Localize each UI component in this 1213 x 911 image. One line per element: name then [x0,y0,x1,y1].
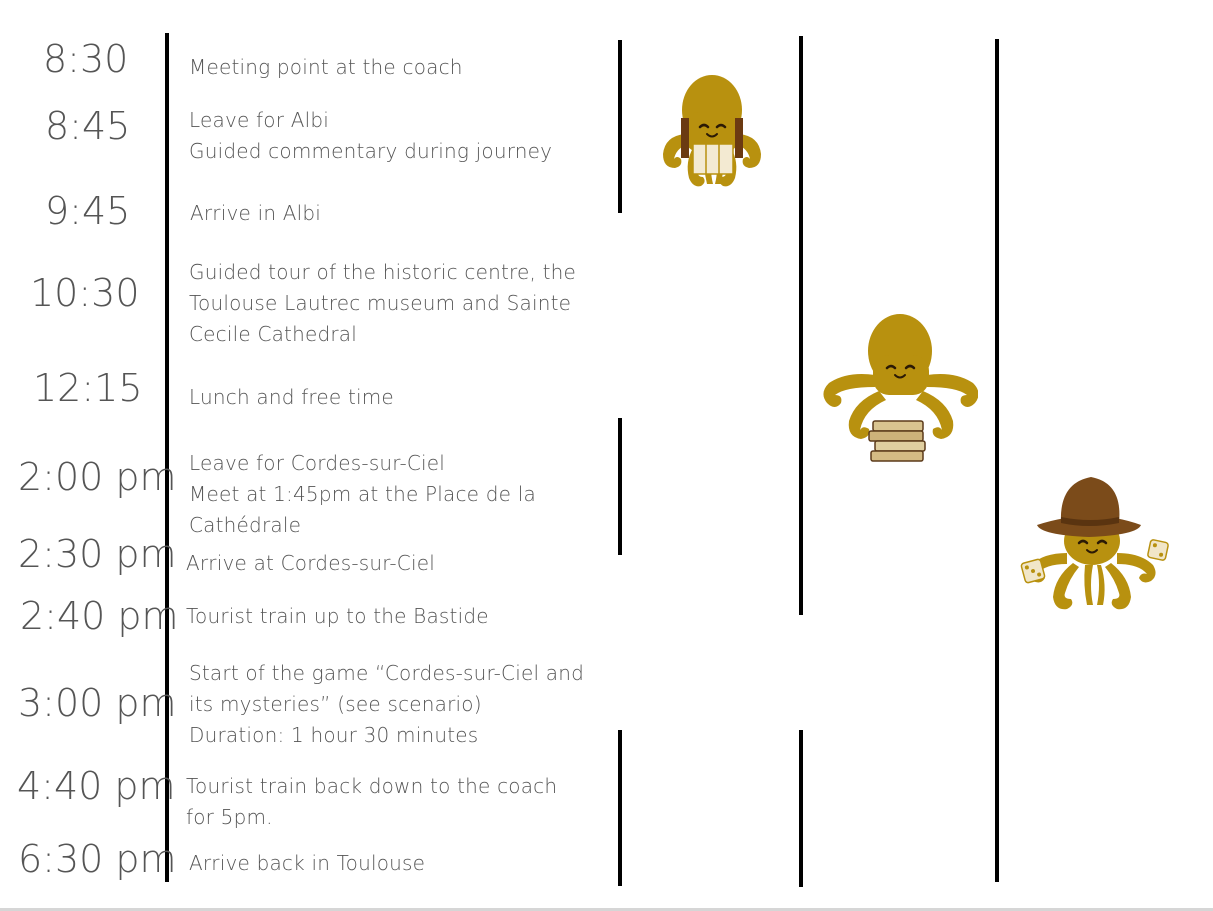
schedule-time: 12:15 [33,366,143,410]
schedule-time: 2:30 pm [18,532,177,576]
description-line: Duration: 1 hour 30 minutes [189,723,479,747]
description-line: Guided tour of the historic centre, the [189,260,577,284]
description-line: Meeting point at the coach [189,55,463,79]
schedule-description [189,105,552,167]
schedule-description [186,601,489,632]
column-rule-b-top [799,36,803,615]
schedule-description [189,658,584,751]
octopus-with-books-icon [823,313,978,471]
column-rule-a-mid [618,418,622,555]
description-line: Leave for Albi [189,108,329,132]
column-rule-b-bottom [799,730,803,887]
octopus-with-map-icon [655,72,770,194]
schedule-time: 9:45 [45,189,131,233]
schedule-time: 4:40 pm [17,764,176,808]
schedule-time: 10:30 [30,271,140,315]
schedule-description [189,257,576,350]
description-line: its mysteries” (see scenario) [189,692,482,716]
description-line: Leave for Cordes-sur-Ciel [189,451,446,475]
schedule-time: 2:00 pm [18,455,177,499]
schedule-time: 8:30 [43,37,129,81]
description-line: Meet at 1:45pm at the Place de la [189,482,536,506]
description-line: Start of the game “Cordes-sur-Ciel and [189,661,585,685]
schedule-description [186,548,435,579]
schedule-description [189,848,425,879]
description-line: Arrive back in Toulouse [189,851,426,875]
octopus-with-hat-and-dice-icon [1015,473,1173,625]
description-line: Cathédrale [189,513,302,537]
description-line: Arrive at Cordes-sur-Ciel [186,551,435,575]
schedule-time: 3:00 pm [18,681,177,725]
schedule-time: 2:40 pm [20,594,179,638]
schedule-description [186,771,557,833]
column-rule-c [995,39,999,882]
description-line: Toulouse Lautrec museum and Sainte [189,291,572,315]
description-line: Cecile Cathedral [189,322,358,346]
description-line: Guided commentary during journey [189,139,553,163]
description-line: Tourist train up to the Bastide [186,604,489,628]
description-line: Lunch and free time [189,385,394,409]
description-line: for 5pm. [186,805,273,829]
column-rule-a-bottom [618,730,622,886]
schedule-description [189,448,536,541]
schedule-description [189,382,394,413]
schedule-time: 6:30 pm [18,837,177,881]
column-rule-a-top [618,40,622,213]
description-line: Arrive in Albi [190,201,322,225]
schedule-time: 8:45 [45,104,131,148]
schedule-description [190,198,321,229]
description-line: Tourist train back down to the coach [186,774,558,798]
schedule-description [189,52,463,83]
